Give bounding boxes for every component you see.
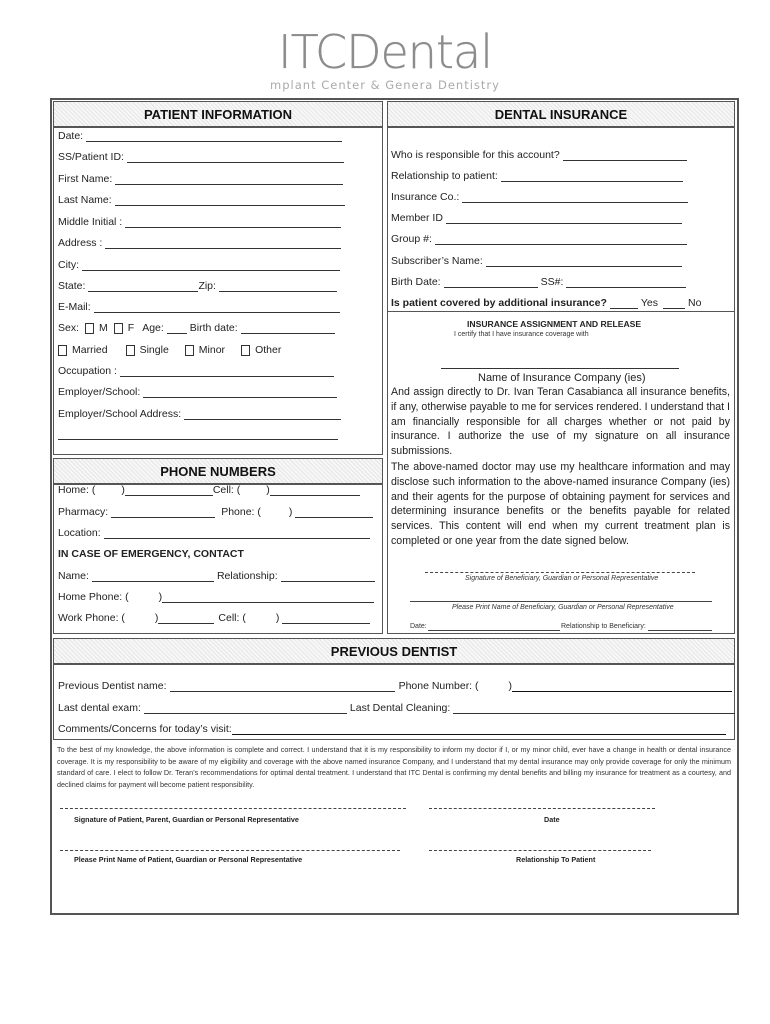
beneficiary-signature-label: Signature of Beneficiary, Guardian or Personal Representative bbox=[465, 575, 659, 582]
date-label: Date: bbox=[58, 130, 84, 142]
city-field[interactable] bbox=[58, 259, 340, 271]
city-line[interactable] bbox=[82, 261, 340, 271]
cell-line[interactable] bbox=[270, 486, 360, 496]
last-dental-cleaning-line[interactable] bbox=[453, 704, 735, 714]
previous-dentist-name-line[interactable] bbox=[170, 682, 395, 692]
logo-wordmark: ITCDental bbox=[278, 25, 492, 79]
insurance-ss-line[interactable] bbox=[566, 278, 686, 288]
location-line[interactable] bbox=[104, 529, 370, 539]
patient-signature-line[interactable] bbox=[60, 808, 406, 809]
insurance-co-field[interactable] bbox=[391, 191, 688, 203]
birth-date-line[interactable] bbox=[241, 324, 335, 334]
email-line[interactable] bbox=[94, 303, 340, 313]
married-checkbox[interactable] bbox=[58, 345, 67, 356]
zip-line[interactable] bbox=[219, 282, 337, 292]
subscriber-name-field[interactable] bbox=[391, 255, 682, 267]
insurance-company-label: Name of Insurance Company (ies) bbox=[478, 372, 646, 384]
address-label: Address : bbox=[58, 237, 103, 249]
member-id-line[interactable] bbox=[446, 214, 682, 224]
patient-print-name-label: Please Print Name of Patient, Guardian or Personal Representative bbox=[74, 855, 303, 864]
emergency-work-phone-label: Work Phone: ( bbox=[58, 612, 125, 624]
group-line[interactable] bbox=[435, 235, 687, 245]
emergency-work-phone-close: ) bbox=[154, 612, 159, 624]
responsible-field[interactable] bbox=[391, 149, 687, 161]
emergency-work-phone-line[interactable] bbox=[158, 614, 214, 624]
email-label: E-Mail: bbox=[58, 301, 91, 313]
previous-dentist-phone-label: Phone Number: ( bbox=[398, 680, 479, 692]
pharmacy-phone-close: ) bbox=[288, 506, 293, 518]
relationship-to-patient-line[interactable] bbox=[501, 172, 683, 182]
previous-dentist-phone-line[interactable] bbox=[512, 682, 732, 692]
employer-address-line[interactable] bbox=[184, 410, 341, 420]
responsible-label: Who is responsible for this account? bbox=[391, 149, 560, 161]
comments-row[interactable] bbox=[58, 723, 726, 735]
assignment-certify: I certify that I have insurance coverage with bbox=[454, 331, 589, 338]
insurance-co-label: Insurance Co.: bbox=[391, 191, 460, 203]
date-field[interactable] bbox=[58, 130, 342, 142]
address-line[interactable] bbox=[105, 239, 341, 249]
address-field[interactable] bbox=[58, 237, 341, 249]
date-line[interactable] bbox=[86, 132, 342, 142]
insurance-co-line[interactable] bbox=[462, 193, 688, 203]
patient-information-title: PATIENT INFORMATION bbox=[143, 106, 293, 122]
last-dental-row bbox=[58, 702, 735, 714]
first-name-label: First Name: bbox=[58, 173, 113, 185]
home-line[interactable] bbox=[125, 486, 213, 496]
employer-address-label: Employer/School Address: bbox=[58, 408, 182, 420]
insurance-company-line[interactable] bbox=[441, 368, 679, 369]
insurance-ss-label: SS#: bbox=[540, 276, 564, 288]
subscriber-name-line[interactable] bbox=[486, 257, 682, 267]
previous-dentist-header bbox=[53, 638, 735, 664]
emergency-cell-line[interactable] bbox=[282, 614, 370, 624]
sex-age-birth-field bbox=[58, 322, 335, 334]
insurance-divider bbox=[388, 311, 734, 312]
minor-checkbox[interactable] bbox=[185, 345, 194, 356]
occupation-field[interactable] bbox=[58, 365, 334, 377]
comments-label: Comments/Concerns for today’s visit: bbox=[58, 723, 232, 735]
sex-f-checkbox[interactable] bbox=[114, 323, 123, 334]
beneficiary-date-label: Date: bbox=[410, 623, 427, 630]
subscriber-name-label: Subscriber’s Name: bbox=[391, 255, 483, 267]
emergency-contact-heading bbox=[58, 548, 244, 560]
pharmacy-label: Pharmacy: bbox=[58, 506, 109, 518]
single-checkbox[interactable] bbox=[126, 345, 135, 356]
relationship-to-patient-field[interactable] bbox=[391, 170, 683, 182]
beneficiary-date-field bbox=[410, 623, 427, 630]
last-dental-exam-label: Last dental exam: bbox=[58, 702, 141, 714]
additional-insurance-label: Is patient covered by additional insurance? bbox=[391, 297, 607, 309]
additional-insurance-field bbox=[391, 297, 701, 309]
patient-print-name-line[interactable] bbox=[60, 850, 400, 851]
marital-status-field bbox=[52, 344, 281, 356]
ss-patient-id-label: SS/Patient ID: bbox=[58, 151, 124, 163]
patient-signature-label: Signature of Patient, Parent, Guardian or Personal Representative bbox=[74, 815, 299, 824]
single-label: Single bbox=[139, 344, 169, 356]
first-name-field[interactable] bbox=[58, 173, 343, 185]
employer-address-line-2[interactable] bbox=[58, 430, 338, 440]
first-name-line[interactable] bbox=[115, 175, 343, 185]
last-dental-exam-line[interactable] bbox=[144, 704, 347, 714]
last-name-line[interactable] bbox=[115, 196, 345, 206]
assignment-paragraph-1: And assign directly to Dr. Ivan Teran Casabianca all insurance benefits, if any, otherwise payable to me for services rendered. I understand that I am financially responsible for all charges whether or not paid by insurance. I authorize the use of my signature on all insurance submissions. bbox=[391, 386, 730, 458]
state-zip-field[interactable] bbox=[58, 280, 337, 292]
legal-statement: To the best of my knowledge, the above information is complete and correct. I understand that it is my responsibility to inform my doctor if I, or my minor child, ever have a change in health or dental insurance coverage. It is my responsibility to be aware of my eligibility and coverage with the above named insurance Company, and I understand that my dental insurance may only provide coverage for only the minimum standard of care. I elect to follow Dr. Teran’s recommendations for optimal dental treatment. I understand that ITC Dental is confirming my dental benefits and billing my insurance for treatment as a courtesy, and declined claims for payment will become patient responsibility. bbox=[57, 745, 731, 790]
beneficiary-print-label: Please Print Name of Beneficiary, Guardian or Personal Representative bbox=[452, 604, 674, 611]
emergency-relationship-line[interactable] bbox=[281, 572, 375, 582]
group-field[interactable] bbox=[391, 233, 687, 245]
employer-field[interactable] bbox=[58, 386, 337, 398]
zip-label: Zip: bbox=[198, 280, 216, 292]
employer-address-line-2-line[interactable] bbox=[58, 430, 338, 440]
previous-dentist-title: PREVIOUS DENTIST bbox=[330, 643, 458, 659]
previous-dentist-phone-close: ) bbox=[508, 680, 513, 692]
itc-dental-logo bbox=[250, 25, 520, 98]
ss-patient-id-line[interactable] bbox=[127, 153, 344, 163]
additional-no-line[interactable] bbox=[663, 299, 685, 309]
middle-initial-line[interactable] bbox=[125, 218, 341, 228]
beneficiary-relationship-label: Relationship to Beneficiary: bbox=[561, 623, 646, 630]
date-signature-line[interactable] bbox=[429, 808, 655, 809]
pharmacy-phone-line[interactable] bbox=[295, 508, 373, 518]
assignment-paragraph-2: The above-named doctor may use my healthcare information and may disclose such information to the above-named insurance Company (ies) and their agents for the purpose of obtaining payment for services and determining insurance benefits or the benefits payable for related services. This content will end when my current treatment plan is completed or one year from the date signed below. bbox=[391, 461, 730, 547]
emergency-cell-close: ) bbox=[275, 612, 280, 624]
occupation-line[interactable] bbox=[120, 367, 334, 377]
emergency-home-phone-line[interactable] bbox=[162, 593, 374, 603]
previous-dentist-row bbox=[58, 680, 732, 692]
emergency-home-phone-label: Home Phone: ( bbox=[58, 591, 129, 603]
beneficiary-date-line[interactable] bbox=[428, 630, 560, 631]
emergency-home-phone-close: ) bbox=[158, 591, 163, 603]
sex-m-label: M bbox=[99, 322, 108, 334]
home-label: Home: ( bbox=[58, 484, 96, 496]
pharmacy-phone-label: Phone: ( bbox=[221, 506, 261, 518]
middle-initial-field[interactable] bbox=[58, 216, 341, 228]
logo-tagline: mplant Center & Genera Dentistry bbox=[270, 78, 500, 92]
emergency-work-phone-field bbox=[58, 612, 370, 624]
employer-label: Employer/School: bbox=[58, 386, 141, 398]
state-label: State: bbox=[58, 280, 86, 292]
insurance-birth-date-line[interactable] bbox=[444, 278, 538, 288]
other-label: Other bbox=[255, 344, 282, 356]
location-label: Location: bbox=[58, 527, 101, 539]
married-label: Married bbox=[72, 344, 108, 356]
cell-label: Cell: ( bbox=[212, 484, 241, 496]
cell-close: ) bbox=[266, 484, 270, 496]
emergency-relationship-label: Relationship: bbox=[216, 570, 278, 582]
additional-yes-label: Yes bbox=[640, 297, 659, 309]
patient-information-header bbox=[53, 101, 383, 127]
member-id-label: Member ID bbox=[391, 212, 443, 224]
emergency-contact-label: IN CASE OF EMERGENCY, CONTACT bbox=[58, 548, 244, 560]
employer-line[interactable] bbox=[143, 388, 337, 398]
assignment-title: INSURANCE ASSIGNMENT AND RELEASE bbox=[467, 319, 642, 329]
previous-dentist-name-label: Previous Dentist name: bbox=[58, 680, 167, 692]
emergency-name-line[interactable] bbox=[92, 572, 214, 582]
emergency-name-field bbox=[58, 570, 375, 582]
additional-yes-line[interactable] bbox=[610, 299, 638, 309]
occupation-label: Occupation : bbox=[58, 365, 117, 377]
minor-label: Minor bbox=[198, 344, 226, 356]
age-line[interactable] bbox=[167, 324, 187, 334]
beneficiary-signature-line[interactable] bbox=[425, 572, 695, 573]
sex-m-checkbox[interactable] bbox=[85, 323, 94, 334]
beneficiary-relationship-line[interactable] bbox=[648, 630, 712, 631]
pharmacy-line[interactable] bbox=[111, 508, 215, 518]
emergency-home-phone-field bbox=[58, 591, 374, 603]
middle-initial-label: Middle Initial : bbox=[58, 216, 123, 228]
comments-line[interactable] bbox=[232, 725, 726, 735]
dental-insurance-header bbox=[387, 101, 735, 127]
emergency-name-label: Name: bbox=[58, 570, 89, 582]
dental-insurance-title: DENTAL INSURANCE bbox=[494, 106, 628, 122]
insurance-birth-date-field bbox=[391, 276, 686, 288]
home-close: ) bbox=[121, 484, 125, 496]
beneficiary-print-line[interactable] bbox=[410, 601, 712, 602]
phone-numbers-title: PHONE NUMBERS bbox=[160, 463, 276, 479]
insurance-birth-date-label: Birth Date: bbox=[391, 276, 441, 288]
additional-no-label: No bbox=[688, 297, 702, 309]
age-label: Age: bbox=[142, 322, 164, 334]
city-label: City: bbox=[58, 259, 79, 271]
member-id-field[interactable] bbox=[391, 212, 682, 224]
home-cell-field bbox=[58, 484, 360, 496]
state-line[interactable] bbox=[88, 282, 198, 292]
last-dental-cleaning-label: Last Dental Cleaning: bbox=[349, 702, 451, 714]
birth-date-label: Birth date: bbox=[189, 322, 238, 334]
sex-label: Sex: bbox=[58, 322, 80, 334]
relationship-to-patient-label: Relationship to patient: bbox=[391, 170, 498, 182]
phone-numbers-header bbox=[53, 458, 383, 484]
group-label: Group #: bbox=[391, 233, 432, 245]
last-name-label: Last Name: bbox=[58, 194, 112, 206]
relationship-to-patient-sig-label: Relationship To Patient bbox=[516, 855, 596, 864]
date-signature-label: Date bbox=[544, 815, 560, 824]
employer-address-field[interactable] bbox=[58, 408, 341, 420]
relationship-to-patient-line[interactable] bbox=[429, 850, 651, 851]
sex-f-label: F bbox=[127, 322, 135, 334]
location-field[interactable] bbox=[58, 527, 370, 539]
email-field[interactable] bbox=[58, 301, 340, 313]
responsible-line[interactable] bbox=[563, 151, 687, 161]
emergency-cell-label: Cell: ( bbox=[218, 612, 246, 624]
ss-patient-id-field[interactable] bbox=[58, 151, 344, 163]
last-name-field[interactable] bbox=[58, 194, 345, 206]
other-checkbox[interactable] bbox=[241, 345, 250, 356]
pharmacy-field bbox=[58, 506, 373, 518]
